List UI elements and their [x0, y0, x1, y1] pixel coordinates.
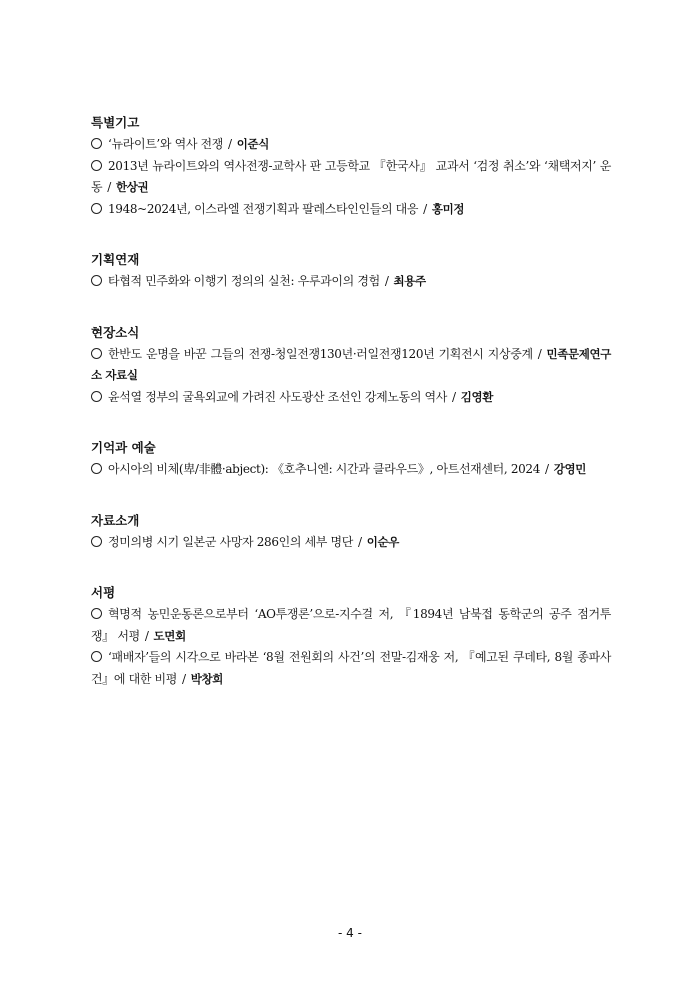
circle-bullet-icon — [91, 275, 102, 286]
article-author: 홍미정 — [431, 201, 465, 216]
section-heading: 현장소식 — [91, 324, 140, 340]
separator: / — [423, 201, 427, 216]
article-author: 박창희 — [190, 671, 224, 686]
list-item — [91, 387, 611, 409]
section-memory-and-art — [91, 437, 611, 481]
separator: / — [544, 462, 549, 476]
list-item — [91, 156, 611, 199]
article-title: 정미의병 시기 일본군 사망자 286인의 세부 명단 — [108, 534, 353, 549]
separator: / — [358, 534, 362, 549]
circle-bullet-icon — [91, 651, 102, 662]
article-author: 이준식 — [236, 137, 270, 151]
section-book-review — [91, 582, 611, 690]
separator: / — [228, 137, 232, 151]
article-author: 도면회 — [153, 628, 186, 643]
article-title: ‘뉴라이트’와 역사 전쟁 — [108, 137, 224, 151]
circle-bullet-icon — [91, 391, 102, 402]
separator: / — [182, 671, 186, 686]
article-author: 한상권 — [115, 180, 149, 194]
article-title: 타협적 민주화와 이행기 정의의 실천: 우루과이의 경험 — [108, 274, 380, 288]
section-heading: 서평 — [91, 585, 116, 600]
list-item — [91, 134, 611, 156]
page-number: - 4 - — [338, 926, 362, 940]
list-item — [91, 344, 611, 387]
article-title: 아시아의 비체(卑/非體·abject): 《호추니엔: 시간과 클라우드》, 아트선재센터, 2024 — [108, 462, 540, 476]
article-title: 한반도 운명을 바꾼 그들의 전쟁-청일전쟁130년·러일전쟁120년 기획전시 지상중계 — [108, 346, 533, 361]
section-heading: 기획연재 — [91, 252, 140, 267]
article-author: 김영환 — [460, 389, 494, 404]
circle-bullet-icon — [91, 608, 102, 619]
separator: / — [537, 346, 542, 361]
separator: / — [384, 274, 389, 288]
section-planned-series — [91, 249, 611, 293]
separator: / — [107, 180, 111, 194]
circle-bullet-icon — [91, 348, 102, 359]
list-item — [91, 647, 611, 690]
section-special-contribution — [91, 112, 611, 220]
table-of-contents — [91, 112, 611, 719]
article-author: 최용주 — [393, 274, 426, 288]
list-item — [91, 604, 611, 647]
article-title: 혁명적 농민운동론으로부터 ‘AO투쟁론’으로-지수걸 저, 『1894년 남북접 동학군의 공주 점거투쟁』 서평 — [91, 607, 611, 643]
article-title: 2013년 뉴라이트와의 역사전쟁-교학사 판 고등학교 『한국사』 교과서 ‘검정 취소’와 ‘채택저지’ 운동 — [91, 158, 611, 194]
circle-bullet-icon — [91, 203, 102, 214]
separator: / — [144, 628, 149, 643]
article-author: 민족문제연구소 자료실 — [91, 346, 611, 382]
list-item — [91, 199, 611, 221]
article-title: 윤석열 정부의 굴욕외교에 가려진 사도광산 조선인 강제노동의 역사 — [108, 389, 448, 404]
list-item — [91, 459, 611, 481]
section-heading: 기억과 예술 — [91, 440, 156, 455]
article-title: 1948~2024년, 이스라엘 전쟁기획과 팔레스타인인들의 대응 — [108, 201, 419, 216]
article-author: 이순우 — [366, 534, 399, 549]
circle-bullet-icon — [91, 463, 102, 474]
section-field-news — [91, 322, 611, 409]
separator: / — [452, 389, 456, 404]
list-item — [91, 271, 611, 293]
circle-bullet-icon — [91, 536, 102, 547]
circle-bullet-icon — [91, 138, 102, 149]
list-item — [91, 532, 611, 554]
circle-bullet-icon — [91, 160, 102, 171]
section-heading: 자료소개 — [91, 512, 140, 528]
article-author: 강영민 — [553, 462, 586, 476]
article-title: ‘패배자’들의 시각으로 바라본 ‘8월 전원회의 사건’의 전말-김재웅 저, 『예고된 쿠데타, 8월 종파사건』에 대한 비평 — [91, 650, 611, 686]
section-heading: 특별기고 — [91, 115, 140, 130]
section-archive-introduction — [91, 510, 611, 554]
